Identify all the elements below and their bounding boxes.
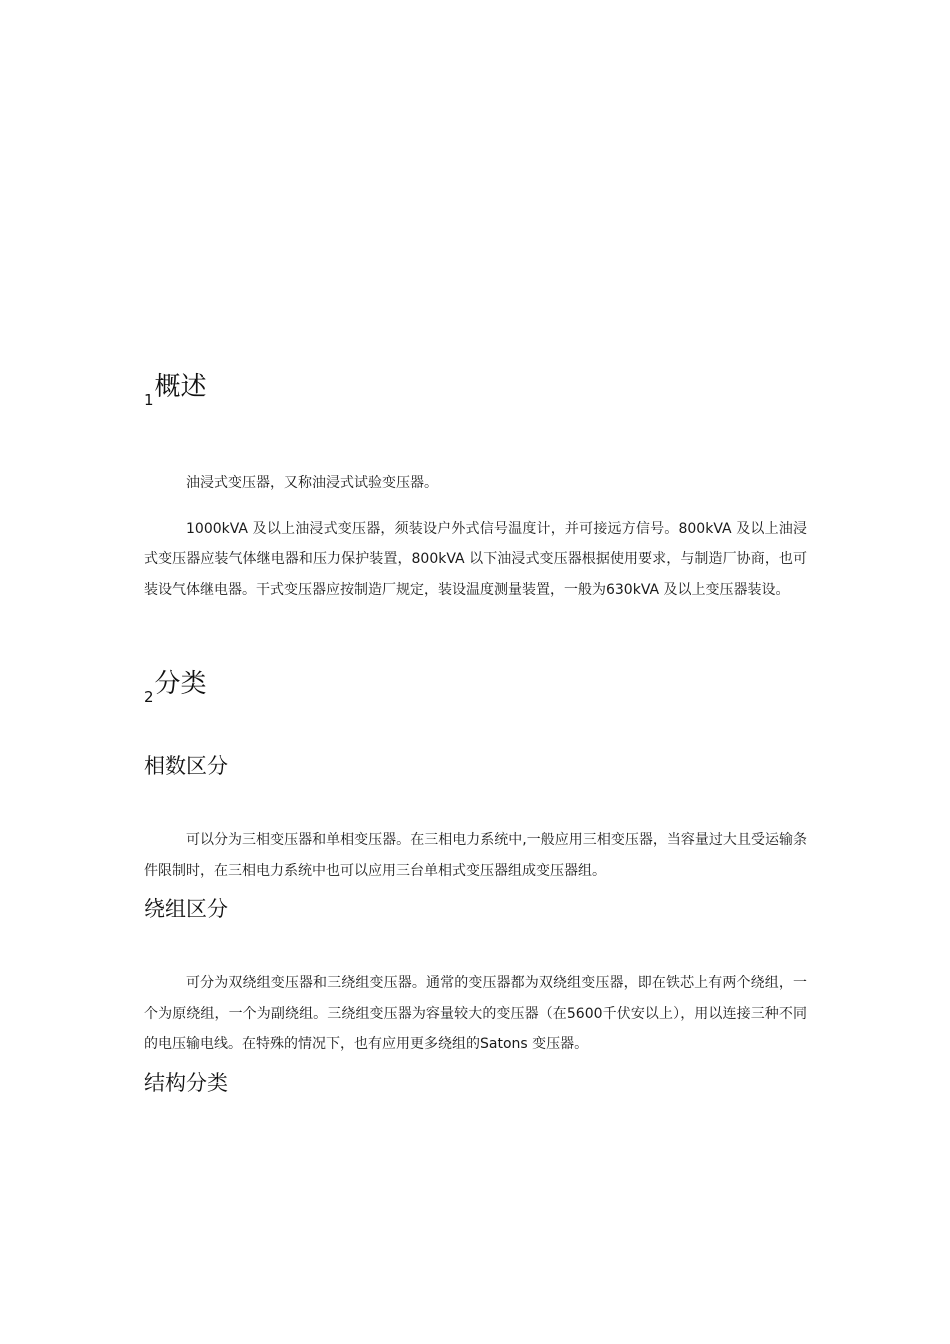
paragraph: 油浸式变压器，又称油浸式试验变压器。 — [186, 475, 438, 491]
subsection-heading-phase: 相数区分 — [144, 754, 228, 778]
subsection-heading-structure: 结构分类 — [144, 1070, 228, 1095]
section-title: 概述 — [154, 372, 207, 402]
subsection-heading-winding: 绕组区分 — [144, 897, 228, 921]
paragraph: 可以分为三相变压器和单相变压器。在三相电力系统中,一般应用三相变压器，当容量过大且受运输条件限制时，在三相电力系统中也可以应用三台单相式变压器组成变压器组。 — [144, 832, 807, 879]
section-heading-overview — [144, 368, 807, 419]
section-number: 1 — [144, 391, 154, 409]
paragraph: 1000kVA 及以上油浸式变压器，须装设户外式信号温度计，并可接远方信号。800kVA 及以上油浸式变压器应装气体继电器和压力保护装置，800kVA 以下油浸式变压器根据使用要求，与制造厂协商，也可装设气体继电器。干式变压器应按制造厂规定，装设温度测量装置，一般为630kVA 及以上变压器装设。 — [144, 520, 807, 598]
section-heading-classification — [144, 665, 807, 716]
section-title: 分类 — [154, 669, 207, 699]
document-body — [144, 368, 807, 1098]
section-number: 2 — [144, 688, 154, 706]
paragraph: 可分为双绕组变压器和三绕组变压器。通常的变压器都为双绕组变压器，即在铁芯上有两个绕组，一个为原绕组，一个为副绕组。三绕组变压器为容量较大的变压器（在5600千伏安以上），用以连接三种不同的电压输电线。在特殊的情况下，也有应用更多绕组的Satons 变压器。 — [144, 975, 807, 1052]
